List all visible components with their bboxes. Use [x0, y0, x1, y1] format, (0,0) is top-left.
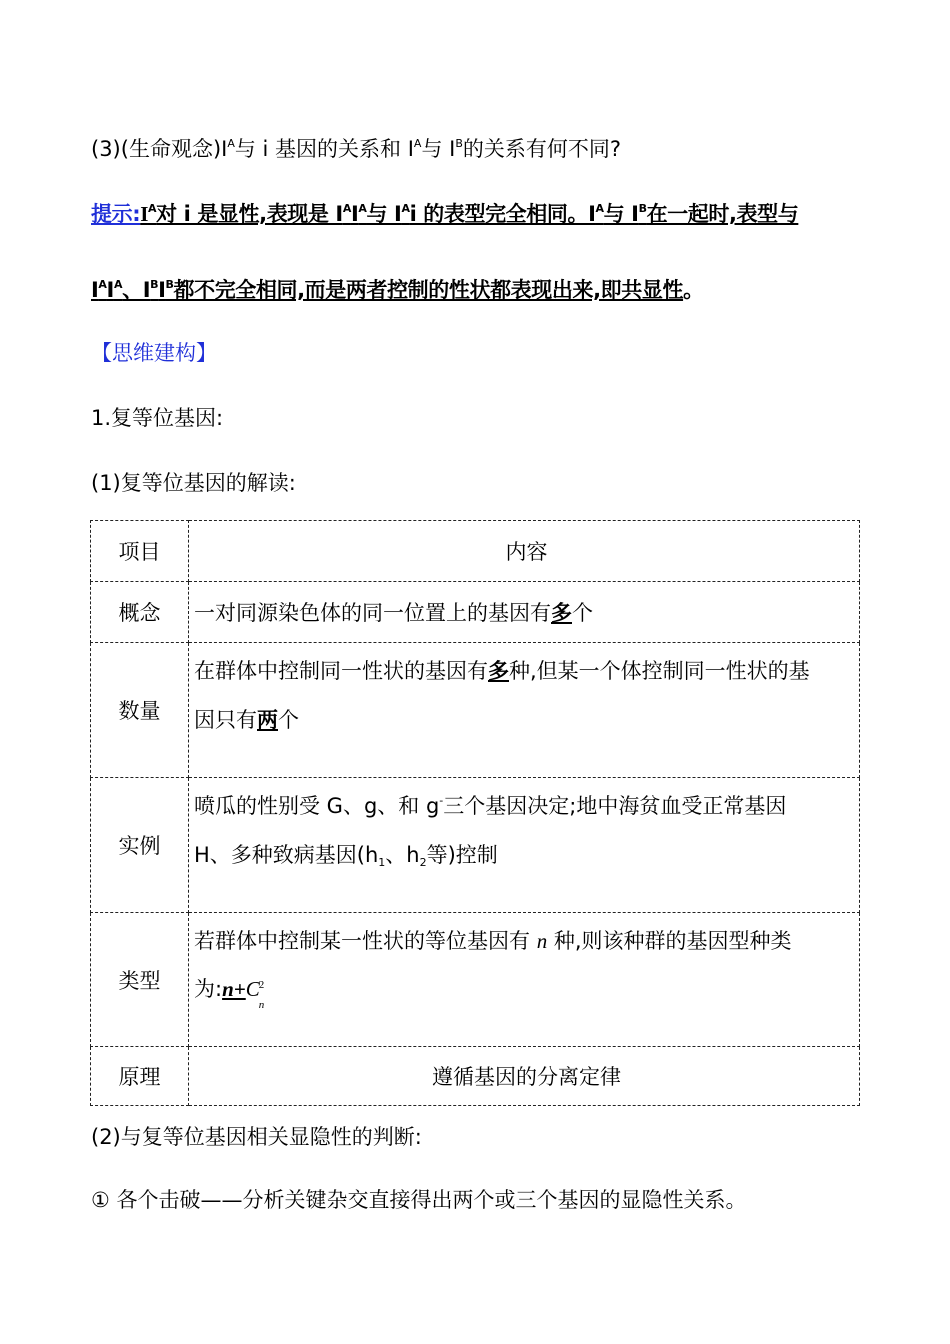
section-title: 【思维建构】 — [91, 341, 217, 365]
cell-text: H、多种致病基因(h — [194, 843, 379, 867]
hint-text: 。 — [683, 278, 704, 302]
subscript: n — [258, 999, 265, 1011]
table-row — [91, 913, 860, 1047]
hint-text: 、I — [122, 278, 151, 302]
row-value — [189, 778, 860, 913]
hint-text: I — [91, 278, 99, 302]
cell-line — [194, 778, 859, 834]
cell-text: 等)控制 — [426, 843, 498, 867]
question-text: 与 I — [421, 137, 456, 161]
cell-line — [194, 643, 859, 699]
row-value — [189, 643, 860, 778]
hint-text: I — [158, 278, 166, 302]
heading-2: (1)复等位基因的解读: — [91, 471, 296, 495]
hint-text: I — [350, 202, 359, 226]
superscript: A — [413, 137, 422, 150]
table-row — [91, 582, 860, 643]
question-text: (3)(生命观念)I — [91, 137, 228, 161]
cell-answer: 多 — [488, 659, 509, 683]
hint-text: 与 I — [603, 202, 639, 226]
row-key: 原理 — [91, 1047, 189, 1106]
cell-answer: 两 — [257, 708, 278, 732]
hint-text: i 的表型完全相同。I — [409, 202, 596, 226]
cell-line — [194, 834, 859, 876]
hint-text: 对 i 是显性,表现是 I — [156, 202, 343, 226]
superscript: - — [439, 794, 444, 807]
row-value — [189, 582, 860, 643]
row-key: 数量 — [91, 643, 189, 778]
subscript: 2 — [419, 856, 427, 869]
heading-3: (2)与复等位基因相关显隐性的判断: — [91, 1125, 422, 1149]
hint-text: 与 I — [366, 202, 402, 226]
formula-answer: n+ — [222, 977, 246, 1001]
hint-text: I — [140, 202, 148, 226]
subscript: 1 — [378, 856, 386, 869]
cell-line — [194, 969, 859, 1009]
cell-text: 一对同源染色体的同一位置上的基因有 — [194, 601, 551, 625]
superscript: A — [342, 202, 351, 215]
superscript: B — [150, 278, 159, 291]
math-variable: n — [536, 929, 548, 953]
superscript: B — [165, 278, 174, 291]
cell-text: 因只有 — [194, 708, 257, 732]
heading-1: 1.复等位基因: — [91, 406, 224, 430]
cell-text: 在群体中控制同一性状的基因有 — [194, 659, 488, 683]
hint-line-1 — [91, 204, 798, 225]
row-value: 遵循基因的分离定律 — [189, 1047, 860, 1106]
cell-text: 为: — [194, 977, 223, 1001]
superscript: A — [147, 202, 157, 215]
table-row — [91, 1047, 860, 1106]
question-text: 的关系有何不同? — [462, 137, 622, 161]
cell-text: 种,但某一个体控制同一性状的基 — [509, 659, 810, 683]
cell-text: 种,则该种群的基因型种类 — [547, 929, 792, 953]
row-value — [189, 913, 860, 1047]
cell-text: 、h — [385, 843, 420, 867]
superscript: B — [455, 137, 463, 150]
cell-text: 个 — [572, 601, 593, 625]
cell-text: 个 — [278, 708, 299, 732]
cell-line — [194, 699, 859, 741]
row-key: 概念 — [91, 582, 189, 643]
cell-text: 三个基因决定;地中海贫血受正常基因 — [443, 794, 787, 818]
superscript: 2 — [258, 979, 265, 991]
list-item: ① 各个击破——分析关键杂交直接得出两个或三个基因的显隐性关系。 — [91, 1188, 747, 1212]
hint-label: 提示: — [91, 202, 141, 226]
cell-text: 喷瓜的性别受 G、g、和 g — [194, 794, 440, 818]
cell-text: 若群体中控制某一性状的等位基因有 — [194, 929, 537, 953]
multiple-alleles-table — [90, 520, 860, 1106]
row-key: 实例 — [91, 778, 189, 913]
cell-answer: 多 — [551, 601, 572, 625]
math-symbol: C — [245, 977, 260, 1001]
table-row — [91, 778, 860, 913]
superscript: A — [98, 278, 107, 291]
cell-line — [194, 913, 859, 969]
hint-text: 在一起时,表型与 — [646, 202, 799, 226]
hint-text: 都不完全相同,而是两者控制的性状都表现出来,即共显性 — [173, 278, 684, 302]
question-text: 与 i 基因的关系和 I — [234, 137, 414, 161]
table-header-cell: 项目 — [91, 521, 189, 582]
hint-answer — [91, 278, 683, 302]
superscript: A — [113, 278, 123, 291]
hint-answer — [140, 202, 798, 226]
table-header-row — [91, 521, 860, 582]
table-header-cell: 内容 — [189, 521, 860, 582]
table-row — [91, 643, 860, 778]
superscript: A — [595, 202, 604, 215]
superscript: A — [358, 202, 367, 215]
superscript: B — [638, 202, 647, 215]
combination-symbol — [245, 977, 265, 1011]
hint-line-2 — [91, 280, 704, 301]
superscript: A — [401, 202, 410, 215]
hint-text: I — [106, 278, 114, 302]
superscript: A — [227, 137, 235, 150]
row-key: 类型 — [91, 913, 189, 1047]
question-line — [91, 139, 621, 160]
